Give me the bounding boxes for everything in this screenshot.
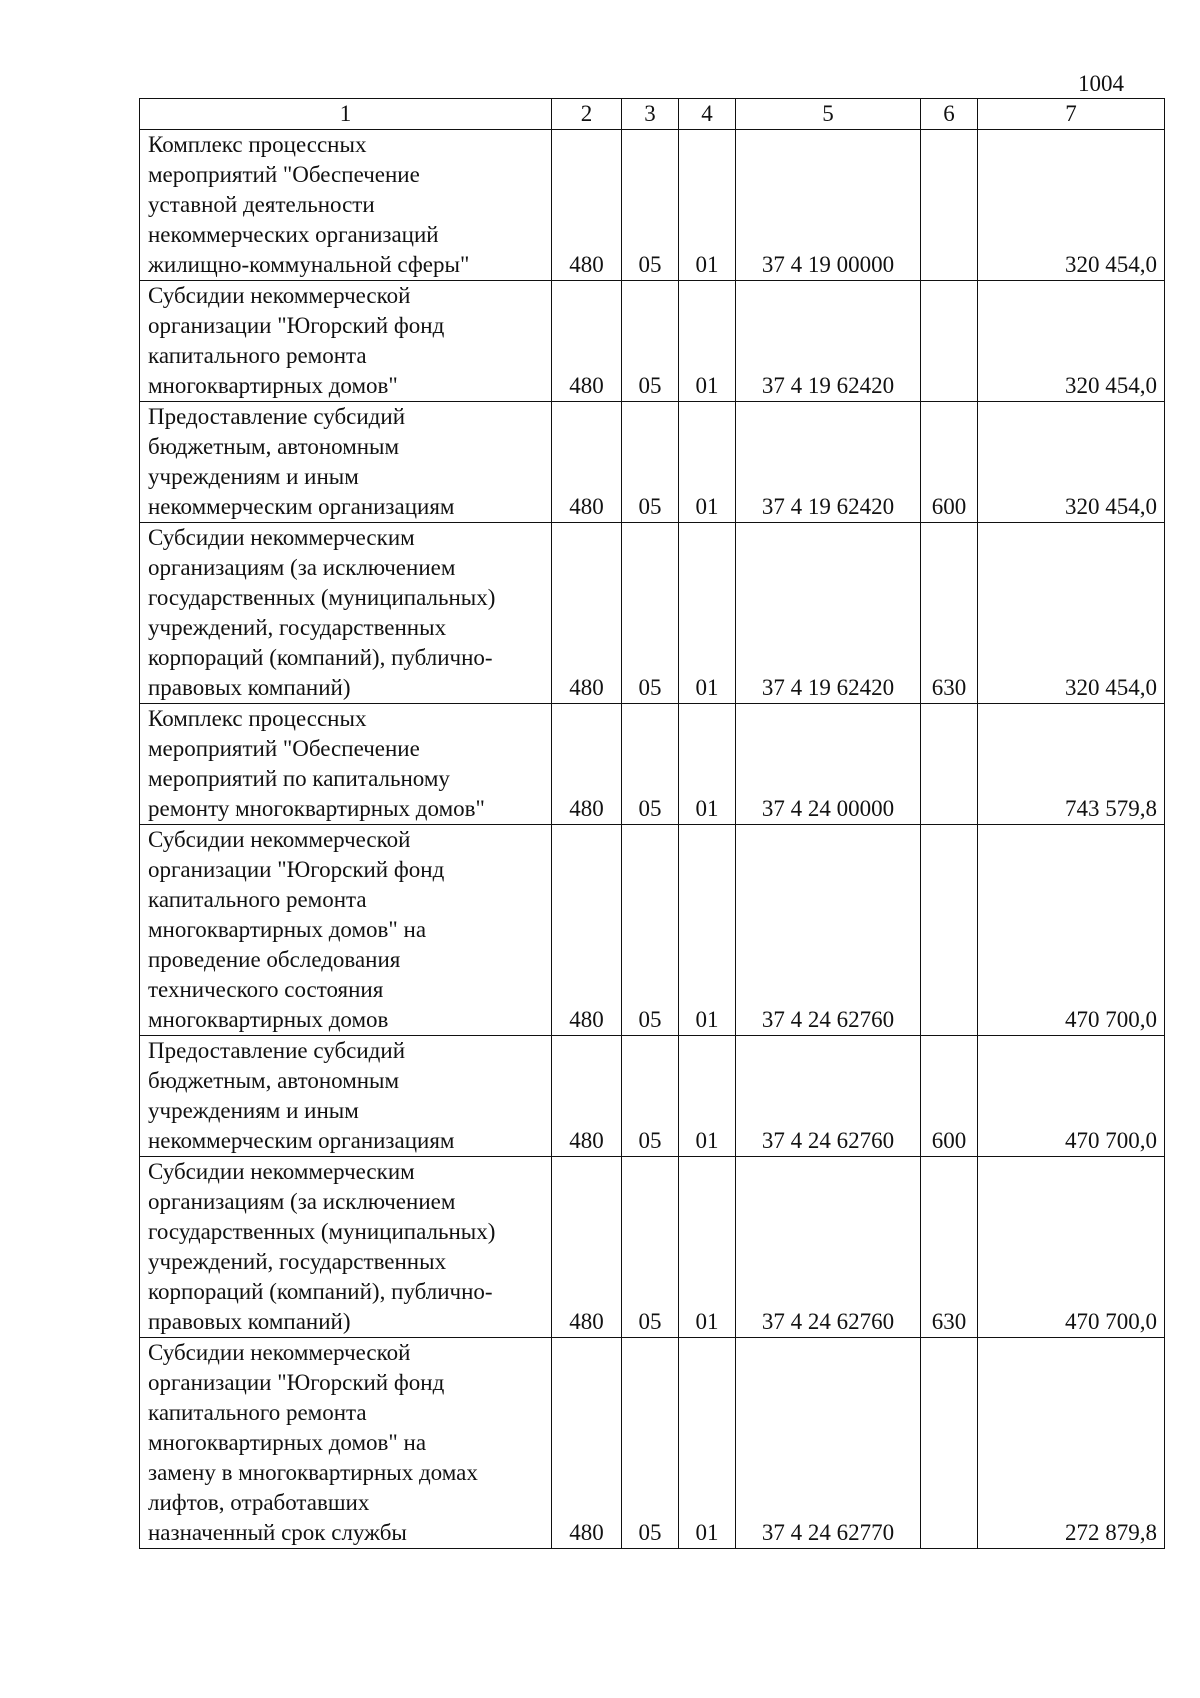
cell-ministry-code: 480 bbox=[552, 704, 622, 825]
cell-target-article: 37 4 24 62760 bbox=[736, 825, 921, 1036]
description-line: Субсидии некоммерческим bbox=[148, 525, 415, 550]
table-row bbox=[140, 523, 1165, 704]
description-line: организации "Югорский фонд bbox=[148, 857, 445, 882]
header-cell: 5 bbox=[736, 99, 921, 130]
cell-amount: 272 879,8 bbox=[978, 1338, 1165, 1549]
cell-ministry-code: 480 bbox=[552, 1338, 622, 1549]
cell-expense-type bbox=[921, 704, 978, 825]
cell-expense-type: 600 bbox=[921, 1036, 978, 1157]
description-line: мероприятий "Обеспечение bbox=[148, 162, 420, 187]
description-line: капитального ремонта bbox=[148, 887, 367, 912]
cell-description bbox=[140, 825, 552, 1036]
cell-amount: 320 454,0 bbox=[978, 130, 1165, 281]
cell-section: 05 bbox=[622, 1036, 679, 1157]
cell-target-article: 37 4 19 62420 bbox=[736, 402, 921, 523]
table-row bbox=[140, 402, 1165, 523]
description-line: уставной деятельности bbox=[148, 192, 375, 217]
cell-ministry-code: 480 bbox=[552, 825, 622, 1036]
table-header-row bbox=[140, 99, 1165, 130]
cell-section: 05 bbox=[622, 281, 679, 402]
description-line: Комплекс процессных bbox=[148, 706, 367, 731]
cell-subsection: 01 bbox=[679, 1036, 736, 1157]
header-cell: 7 bbox=[978, 99, 1165, 130]
cell-subsection: 01 bbox=[679, 1338, 736, 1549]
description-line: учреждений, государственных bbox=[148, 1249, 447, 1274]
description-line: многоквартирных домов bbox=[148, 1007, 389, 1032]
description-line: капитального ремонта bbox=[148, 343, 367, 368]
cell-target-article: 37 4 19 00000 bbox=[736, 130, 921, 281]
description-line: некоммерческим организациям bbox=[148, 494, 455, 519]
description-line: мероприятий "Обеспечение bbox=[148, 736, 420, 761]
table-row bbox=[140, 704, 1165, 825]
description-line: учреждениям и иным bbox=[148, 1098, 359, 1123]
cell-section: 05 bbox=[622, 1338, 679, 1549]
description-line: некоммерческих организаций bbox=[148, 222, 439, 247]
description-line: технического состояния bbox=[148, 977, 384, 1002]
description-line: проведение обследования bbox=[148, 947, 401, 972]
header-cell: 2 bbox=[552, 99, 622, 130]
description-line: Предоставление субсидий bbox=[148, 1038, 405, 1063]
header-cell: 4 bbox=[679, 99, 736, 130]
description-line: организации "Югорский фонд bbox=[148, 313, 445, 338]
cell-section: 05 bbox=[622, 825, 679, 1036]
cell-subsection: 01 bbox=[679, 704, 736, 825]
description-line: правовых компаний) bbox=[148, 1309, 351, 1334]
description-line: организации "Югорский фонд bbox=[148, 1370, 445, 1395]
cell-ministry-code: 480 bbox=[552, 130, 622, 281]
cell-description bbox=[140, 1157, 552, 1338]
cell-target-article: 37 4 24 62770 bbox=[736, 1338, 921, 1549]
cell-amount: 320 454,0 bbox=[978, 402, 1165, 523]
cell-subsection: 01 bbox=[679, 281, 736, 402]
cell-expense-type bbox=[921, 281, 978, 402]
cell-amount: 470 700,0 bbox=[978, 1157, 1165, 1338]
cell-amount: 320 454,0 bbox=[978, 523, 1165, 704]
description-line: Субсидии некоммерческой bbox=[148, 1340, 411, 1365]
cell-target-article: 37 4 19 62420 bbox=[736, 281, 921, 402]
cell-subsection: 01 bbox=[679, 130, 736, 281]
cell-expense-type bbox=[921, 130, 978, 281]
description-line: учреждений, государственных bbox=[148, 615, 447, 640]
cell-description bbox=[140, 402, 552, 523]
description-line: учреждениям и иным bbox=[148, 464, 359, 489]
description-line: мероприятий по капитальному bbox=[148, 766, 450, 791]
table-row bbox=[140, 281, 1165, 402]
description-line: лифтов, отработавших bbox=[148, 1490, 370, 1515]
header-cell: 6 bbox=[921, 99, 978, 130]
cell-description bbox=[140, 130, 552, 281]
header-cell: 3 bbox=[622, 99, 679, 130]
cell-target-article: 37 4 24 62760 bbox=[736, 1157, 921, 1338]
cell-description bbox=[140, 1338, 552, 1549]
description-line: государственных (муниципальных) bbox=[148, 1219, 496, 1244]
table-row bbox=[140, 1036, 1165, 1157]
description-line: многоквартирных домов" на bbox=[148, 1430, 427, 1455]
table-row bbox=[140, 130, 1165, 281]
description-line: жилищно-коммунальной сферы" bbox=[148, 252, 470, 277]
description-line: бюджетным, автономным bbox=[148, 434, 400, 459]
description-line: многоквартирных домов" на bbox=[148, 917, 427, 942]
description-line: Субсидии некоммерческим bbox=[148, 1159, 415, 1184]
cell-amount: 470 700,0 bbox=[978, 825, 1165, 1036]
description-line: корпораций (компаний), публично- bbox=[148, 1279, 493, 1304]
description-line: корпораций (компаний), публично- bbox=[148, 645, 493, 670]
description-line: организациям (за исключением bbox=[148, 555, 456, 580]
table-row bbox=[140, 1338, 1165, 1549]
page-number: 1004 bbox=[1078, 71, 1124, 96]
description-line: государственных (муниципальных) bbox=[148, 585, 496, 610]
cell-description bbox=[140, 281, 552, 402]
cell-ministry-code: 480 bbox=[552, 281, 622, 402]
cell-description bbox=[140, 1036, 552, 1157]
description-line: замену в многоквартирных домах bbox=[148, 1460, 478, 1485]
description-line: Предоставление субсидий bbox=[148, 404, 405, 429]
description-line: бюджетным, автономным bbox=[148, 1068, 400, 1093]
table-row bbox=[140, 1157, 1165, 1338]
cell-subsection: 01 bbox=[679, 523, 736, 704]
header-cell: 1 bbox=[140, 99, 552, 130]
description-line: некоммерческим организациям bbox=[148, 1128, 455, 1153]
cell-section: 05 bbox=[622, 523, 679, 704]
cell-target-article: 37 4 24 00000 bbox=[736, 704, 921, 825]
cell-expense-type bbox=[921, 825, 978, 1036]
cell-ministry-code: 480 bbox=[552, 1157, 622, 1338]
cell-ministry-code: 480 bbox=[552, 402, 622, 523]
cell-ministry-code: 480 bbox=[552, 523, 622, 704]
description-line: Субсидии некоммерческой bbox=[148, 827, 411, 852]
cell-subsection: 01 bbox=[679, 1157, 736, 1338]
cell-target-article: 37 4 19 62420 bbox=[736, 523, 921, 704]
cell-amount: 470 700,0 bbox=[978, 1036, 1165, 1157]
cell-description bbox=[140, 523, 552, 704]
cell-target-article: 37 4 24 62760 bbox=[736, 1036, 921, 1157]
table-row bbox=[140, 825, 1165, 1036]
cell-section: 05 bbox=[622, 130, 679, 281]
cell-expense-type bbox=[921, 1338, 978, 1549]
cell-section: 05 bbox=[622, 1157, 679, 1338]
description-line: ремонту многоквартирных домов" bbox=[148, 796, 485, 821]
description-line: правовых компаний) bbox=[148, 675, 351, 700]
description-line: организациям (за исключением bbox=[148, 1189, 456, 1214]
budget-table bbox=[139, 98, 1165, 1549]
description-line: капитального ремонта bbox=[148, 1400, 367, 1425]
description-line: Субсидии некоммерческой bbox=[148, 283, 411, 308]
cell-amount: 320 454,0 bbox=[978, 281, 1165, 402]
cell-expense-type: 630 bbox=[921, 1157, 978, 1338]
cell-section: 05 bbox=[622, 402, 679, 523]
description-line: многоквартирных домов" bbox=[148, 373, 398, 398]
cell-section: 05 bbox=[622, 704, 679, 825]
description-line: Комплекс процессных bbox=[148, 132, 367, 157]
cell-expense-type: 600 bbox=[921, 402, 978, 523]
cell-amount: 743 579,8 bbox=[978, 704, 1165, 825]
cell-expense-type: 630 bbox=[921, 523, 978, 704]
cell-description bbox=[140, 704, 552, 825]
cell-subsection: 01 bbox=[679, 825, 736, 1036]
cell-ministry-code: 480 bbox=[552, 1036, 622, 1157]
description-line: назначенный срок службы bbox=[148, 1520, 407, 1545]
cell-subsection: 01 bbox=[679, 402, 736, 523]
